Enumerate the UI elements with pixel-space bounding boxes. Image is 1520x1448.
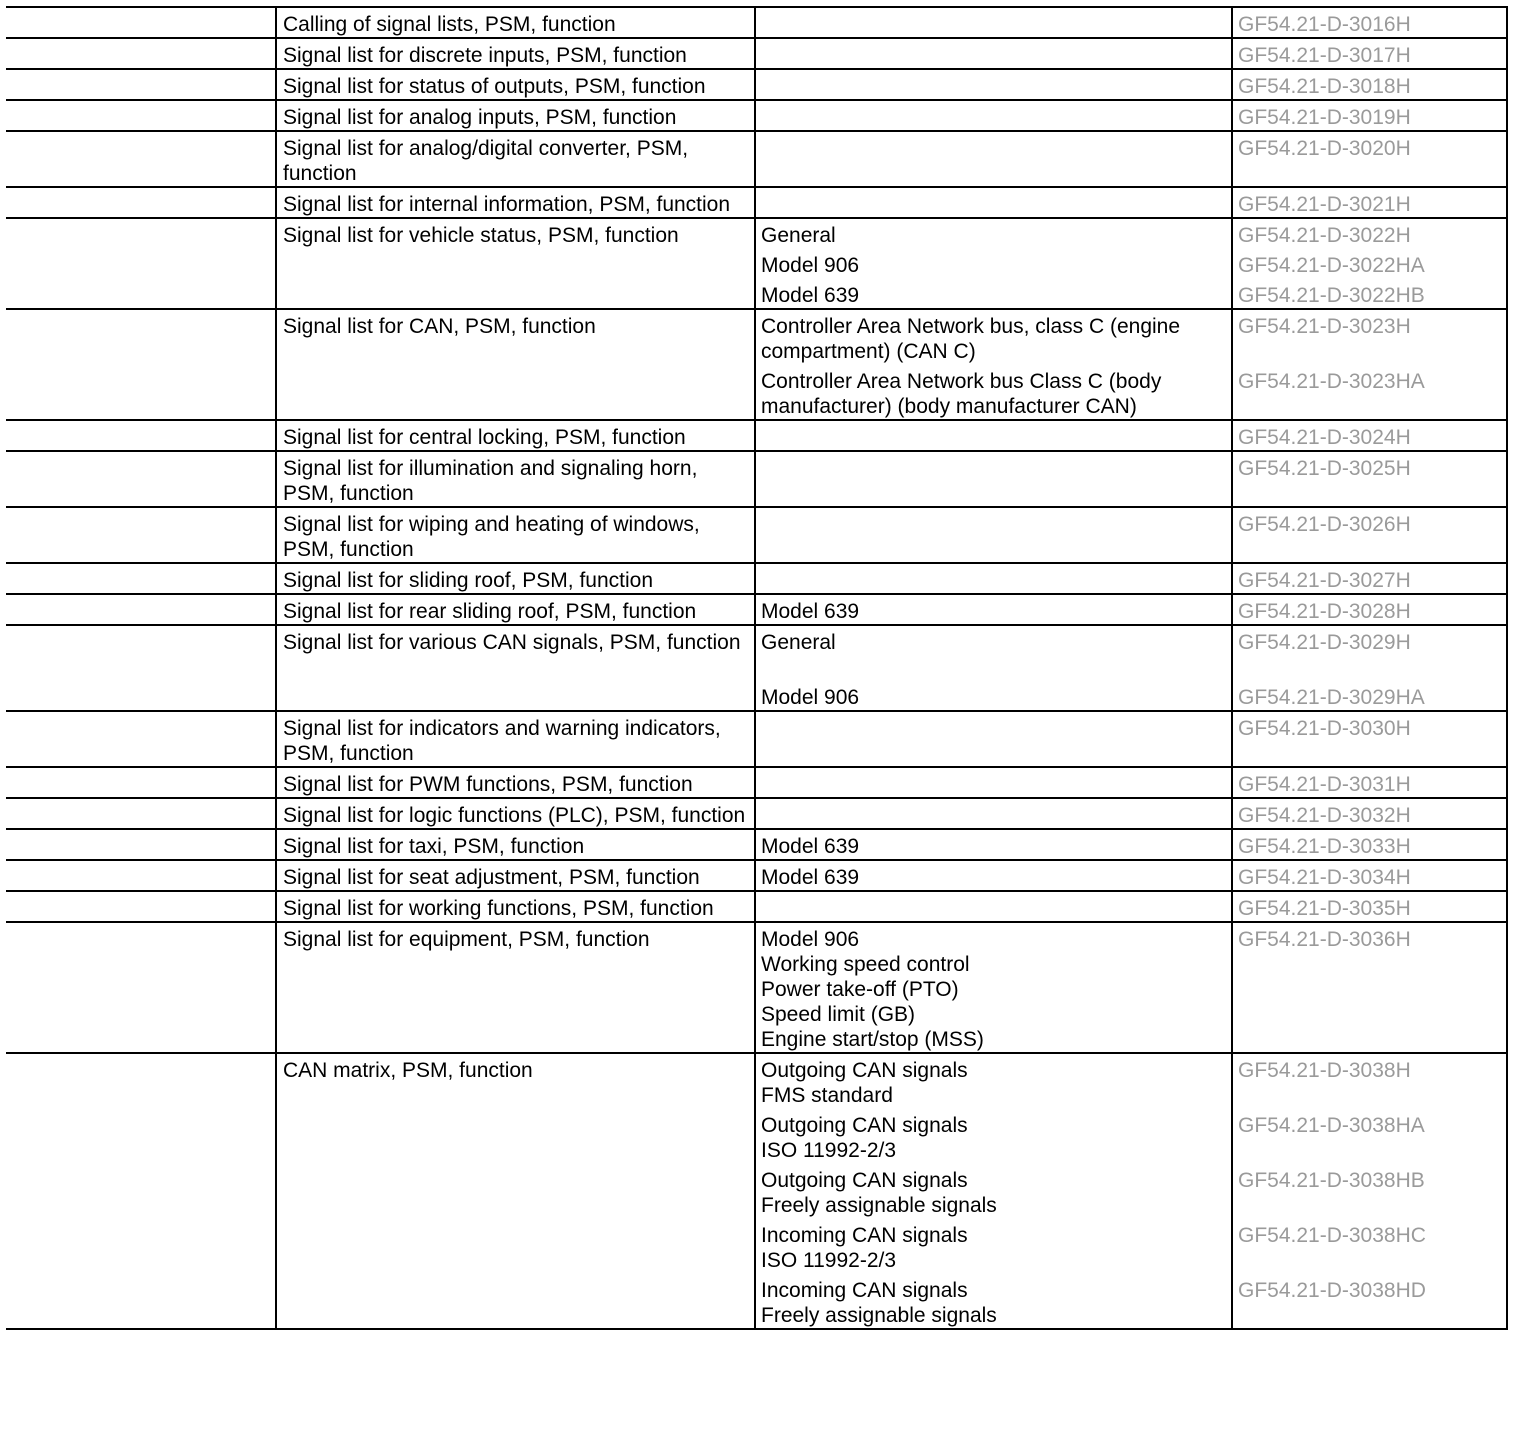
table-row (7, 69, 1507, 100)
document-ref-link[interactable]: GF54.21-D-3030H (1238, 717, 1411, 740)
table-row (7, 218, 1507, 309)
document-ref-cell (1232, 711, 1507, 767)
document-ref-cell (1232, 594, 1507, 625)
signal-list-table (6, 6, 1508, 1330)
document-ref-link[interactable]: GF54.21-D-3029H (1238, 631, 1411, 654)
document-ref-link[interactable]: GF54.21-D-3021H (1238, 193, 1411, 216)
document-ref-link[interactable]: GF54.21-D-3019H (1238, 106, 1411, 129)
table-row (7, 860, 1507, 891)
table-row (7, 451, 1507, 507)
table-body (7, 7, 1507, 1329)
blank-cell (7, 829, 276, 860)
document-ref-cell (1232, 767, 1507, 798)
variant-cell (755, 187, 1232, 218)
document-ref-link[interactable]: GF54.21-D-3027H (1238, 569, 1411, 592)
blank-cell (7, 451, 276, 507)
table-row (7, 7, 1507, 38)
document-ref-cell (1232, 69, 1507, 100)
document-ref-link[interactable]: GF54.21-D-3018H (1238, 75, 1411, 98)
variant-label: Model 906 Working speed control Power take-off (PTO) Speed limit (GB) Engine start/stop (MSS) (761, 928, 984, 1051)
document-ref-link[interactable]: GF54.21-D-3022HA (1238, 254, 1425, 277)
blank-cell (7, 309, 276, 420)
variant-cell (755, 860, 1232, 891)
variant-label: Model 639 (761, 600, 860, 623)
function-title: Signal list for indicators and warning indicators, PSM, function (276, 711, 755, 767)
document-ref-link[interactable]: GF54.21-D-3038HD (1238, 1279, 1426, 1302)
document-ref-link[interactable]: GF54.21-D-3023H (1238, 315, 1411, 338)
variant-cell (755, 507, 1232, 563)
document-ref-link[interactable]: GF54.21-D-3022HB (1238, 284, 1425, 307)
table-row (7, 309, 1507, 420)
document-ref-link[interactable]: GF54.21-D-3038H (1238, 1059, 1411, 1082)
table-row (7, 420, 1507, 451)
table-row (7, 38, 1507, 69)
document-ref-cell (1232, 451, 1507, 507)
document-ref-cell (1232, 860, 1507, 891)
table-row (7, 131, 1507, 187)
function-title: Signal list for seat adjustment, PSM, function (276, 860, 755, 891)
variant-cell (755, 829, 1232, 860)
blank-cell (7, 922, 276, 1053)
document-ref-link[interactable]: GF54.21-D-3016H (1238, 13, 1411, 36)
variant-label: Model 639 (761, 835, 860, 858)
document-ref-link[interactable]: GF54.21-D-3034H (1238, 866, 1411, 889)
document-ref-cell (1232, 563, 1507, 594)
variant-cell (755, 594, 1232, 625)
document-ref-link[interactable]: GF54.21-D-3029HA (1238, 686, 1425, 709)
variant-label: Model 639 (761, 284, 860, 307)
table-row (7, 100, 1507, 131)
function-title: Signal list for internal information, PSM, function (276, 187, 755, 218)
variant-label: Outgoing CAN signals Freely assignable signals (761, 1169, 997, 1217)
document-ref-cell (1232, 131, 1507, 187)
variant-cell (755, 131, 1232, 187)
document-ref-link[interactable]: GF54.21-D-3036H (1238, 928, 1411, 951)
variant-cell (755, 69, 1232, 100)
variant-cell (755, 1053, 1232, 1329)
blank-cell (7, 1053, 276, 1329)
document-ref-cell (1232, 798, 1507, 829)
document-ref-cell (1232, 100, 1507, 131)
variant-label: Outgoing CAN signals ISO 11992-2/3 (761, 1114, 968, 1162)
function-title: Signal list for logic functions (PLC), PSM, function (276, 798, 755, 829)
function-title: Signal list for analog/digital converter, PSM, function (276, 131, 755, 187)
document-ref-link[interactable]: GF54.21-D-3026H (1238, 513, 1411, 536)
variant-label: General (761, 224, 836, 247)
function-title: CAN matrix, PSM, function (276, 1053, 755, 1329)
variant-cell (755, 711, 1232, 767)
table-row (7, 507, 1507, 563)
variant-cell (755, 767, 1232, 798)
table-row (7, 625, 1507, 711)
document-ref-link[interactable]: GF54.21-D-3023HA (1238, 370, 1425, 393)
table-row (7, 563, 1507, 594)
function-title: Signal list for vehicle status, PSM, function (276, 218, 755, 309)
blank-cell (7, 131, 276, 187)
blank-cell (7, 711, 276, 767)
blank-cell (7, 420, 276, 451)
document-ref-cell (1232, 891, 1507, 922)
variant-cell (755, 563, 1232, 594)
document-ref-cell (1232, 309, 1507, 420)
document-ref-link[interactable]: GF54.21-D-3022H (1238, 224, 1411, 247)
table-row (7, 798, 1507, 829)
function-title: Signal list for analog inputs, PSM, function (276, 100, 755, 131)
variant-label: Model 639 (761, 866, 860, 889)
blank-cell (7, 625, 276, 711)
table-row (7, 1053, 1507, 1329)
table-row (7, 922, 1507, 1053)
function-title: Signal list for taxi, PSM, function (276, 829, 755, 860)
document-ref-link[interactable]: GF54.21-D-3031H (1238, 773, 1411, 796)
table-row (7, 594, 1507, 625)
function-title: Signal list for working functions, PSM, function (276, 891, 755, 922)
variant-cell (755, 309, 1232, 420)
document-ref-cell (1232, 507, 1507, 563)
document-ref-cell (1232, 187, 1507, 218)
table-row (7, 829, 1507, 860)
document-ref-link[interactable]: GF54.21-D-3028H (1238, 600, 1411, 623)
variant-cell (755, 218, 1232, 309)
blank-cell (7, 860, 276, 891)
function-title: Signal list for CAN, PSM, function (276, 309, 755, 420)
blank-cell (7, 218, 276, 309)
function-title: Signal list for sliding roof, PSM, function (276, 563, 755, 594)
function-title: Signal list for equipment, PSM, function (276, 922, 755, 1053)
document-ref-link[interactable]: GF54.21-D-3017H (1238, 44, 1411, 67)
document-ref-cell (1232, 38, 1507, 69)
blank-cell (7, 7, 276, 38)
variant-label: Outgoing CAN signals FMS standard (761, 1059, 968, 1107)
variant-label: Model 906 (761, 254, 860, 277)
variant-label: General (761, 631, 836, 654)
document-ref-link[interactable]: GF54.21-D-3032H (1238, 804, 1411, 827)
variant-cell (755, 798, 1232, 829)
document-ref-link[interactable]: GF54.21-D-3020H (1238, 137, 1411, 160)
variant-label: Controller Area Network bus, class C (engine compartment) (CAN C) (761, 315, 1181, 363)
variant-cell (755, 100, 1232, 131)
table-row (7, 891, 1507, 922)
variant-cell (755, 451, 1232, 507)
document-ref-link[interactable]: GF54.21-D-3024H (1238, 426, 1411, 449)
function-title: Signal list for rear sliding roof, PSM, function (276, 594, 755, 625)
blank-cell (7, 767, 276, 798)
function-title: Signal list for discrete inputs, PSM, function (276, 38, 755, 69)
blank-cell (7, 563, 276, 594)
variant-cell (755, 7, 1232, 38)
document-ref-link[interactable]: GF54.21-D-3035H (1238, 897, 1411, 920)
variant-cell (755, 922, 1232, 1053)
function-title: Signal list for illumination and signaling horn, PSM, function (276, 451, 755, 507)
document-ref-link[interactable]: GF54.21-D-3025H (1238, 457, 1411, 480)
document-ref-link[interactable]: GF54.21-D-3038HB (1238, 1169, 1425, 1192)
blank-cell (7, 594, 276, 625)
variant-cell (755, 38, 1232, 69)
blank-cell (7, 69, 276, 100)
variant-label: Controller Area Network bus Class C (body manufacturer) (body manufacturer CAN) (761, 370, 1162, 418)
document-ref-link[interactable]: GF54.21-D-3038HA (1238, 1114, 1425, 1137)
variant-cell (755, 420, 1232, 451)
function-title: Signal list for central locking, PSM, function (276, 420, 755, 451)
blank-cell (7, 100, 276, 131)
function-title: Signal list for wiping and heating of windows, PSM, function (276, 507, 755, 563)
table-row (7, 187, 1507, 218)
variant-cell (755, 625, 1232, 711)
variant-label: Incoming CAN signals Freely assignable signals (761, 1279, 997, 1327)
function-title: Signal list for PWM functions, PSM, function (276, 767, 755, 798)
table-row (7, 711, 1507, 767)
document-ref-cell (1232, 922, 1507, 1053)
blank-cell (7, 507, 276, 563)
function-title: Signal list for various CAN signals, PSM, function (276, 625, 755, 711)
document-ref-link[interactable]: GF54.21-D-3038HC (1238, 1224, 1426, 1247)
document-ref-cell (1232, 829, 1507, 860)
blank-cell (7, 38, 276, 69)
document-ref-cell (1232, 1053, 1507, 1329)
document-ref-link[interactable]: GF54.21-D-3033H (1238, 835, 1411, 858)
document-ref-cell (1232, 218, 1507, 309)
document-ref-cell (1232, 420, 1507, 451)
document-ref-cell (1232, 7, 1507, 38)
blank-cell (7, 891, 276, 922)
table-row (7, 767, 1507, 798)
document-ref-cell (1232, 625, 1507, 711)
blank-cell (7, 798, 276, 829)
blank-cell (7, 187, 276, 218)
function-title: Signal list for status of outputs, PSM, function (276, 69, 755, 100)
function-title: Calling of signal lists, PSM, function (276, 7, 755, 38)
variant-cell (755, 891, 1232, 922)
variant-label: Model 906 (761, 686, 860, 709)
variant-label: Incoming CAN signals ISO 11992-2/3 (761, 1224, 968, 1272)
